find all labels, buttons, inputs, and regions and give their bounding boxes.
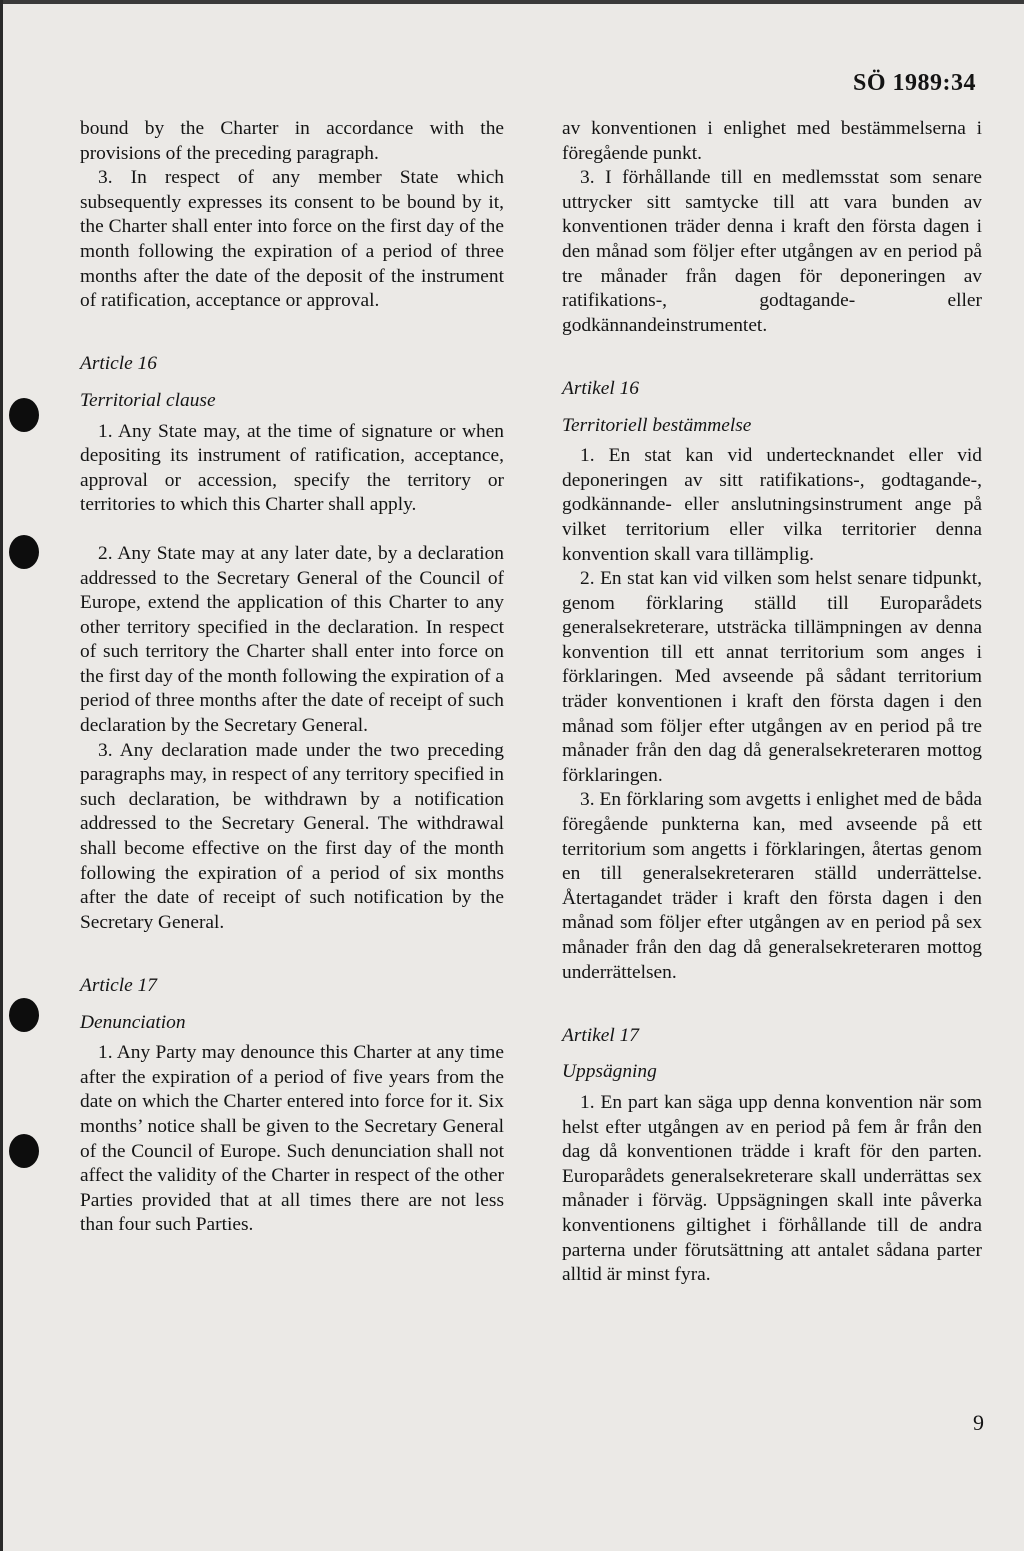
article-heading: Uppsägning <box>562 1061 657 1083</box>
paragraph: 3. En förklaring som avgetts i enlighet med de båda föregående punkterna kan, med avseende på ett territorium som angetts i förklaringen, återtas genom en till generalsekreteraren ställd underrättelse. Återtagandet träder i kraft den första dagen i den månad som följer efter utgången av en period på sex månader från den dag då generalsekreteraren mottog underrättelsen. <box>562 789 982 983</box>
article-heading: Denunciation <box>80 1011 186 1033</box>
document-reference: SÖ 1989:34 <box>852 70 976 96</box>
binder-hole-1 <box>9 398 39 432</box>
paragraph: 1. Any Party may denounce this Charter at any time after the expiration of a period of five years from the date on which the Charter entered into force for it. Six months’ notice shall be given to the Secretary General of the Council of Europe. Such denunciation shall not affect the validity of the Charter in respect of the other Parties provided that at all times there are not less than four such Parties. <box>80 1042 504 1236</box>
binder-hole-2 <box>9 535 39 569</box>
binder-hole-3 <box>9 998 39 1032</box>
paragraph: 3. I förhållande till en medlemsstat som senare uttrycker sitt samtycke till att vara bunden av konventionen träder denna i kraft den första dagen i den månad som följer efter utgången av en period på tre månader från dagen för deponeringen av ratifikations-, godtagande- eller godkännandeinstrumentet. <box>562 167 982 336</box>
paragraph: 2. Any State may at any later date, by a declaration addressed to the Secretary General of the Council of Europe, extend the application of this Charter to any other territory specified in the declaration. In respect of such territory the Charter shall enter into force on the first day of the month following the expiration of a period of three months after the date of receipt of such declaration by the Secretary General. <box>80 542 504 737</box>
article-title: Artikel 17 <box>562 1024 640 1046</box>
paragraph: 1. En stat kan vid undertecknandet eller vid deponeringen av sitt ratifikations-, godtagande-, godkännande- eller anslutningsinstrument ange på vilket territorium eller vilka territorier denna konvention skall vara tillämplig. <box>562 445 982 565</box>
scan-top-edge <box>0 0 1024 4</box>
article-title: Artikel 16 <box>562 377 640 399</box>
paragraph: bound by the Charter in accordance with the provisions of the preceding paragraph. <box>80 118 504 164</box>
binder-hole-4 <box>9 1134 39 1168</box>
article-title: Article 17 <box>80 975 158 996</box>
paragraph: 1. En part kan säga upp denna konvention när som helst efter utgången av en period på fem år från den dag då konventionen trädde i kraft för den parten. Europarådets generalsekreterare skall underrättas sex månader i förväg. Uppsägningen skall inte påverka konventionens giltighet i förhållande till de andra parterna under förutsättning att antalet sådana parter alltid är minst fyra. <box>562 1091 982 1286</box>
article-heading: Territoriell bestämmelse <box>562 414 752 436</box>
english-column <box>80 117 504 1238</box>
paragraph: 2. En stat kan vid vilken som helst senare tidpunkt, genom förklaring ställd till Europarådets generalsekreterare, utsträcka tillämpningen av denna konvention till ett annat territorium som anges i förklaringen. Med avseende på sådant territorium träder konventionen i kraft den första dagen i den månad som följer efter utgången av en period på tre månader från den dag då generalsekreteraren mottog förklaringen. <box>562 568 982 786</box>
article-title: Article 16 <box>80 353 158 375</box>
article-heading: Territorial clause <box>80 389 216 411</box>
page-number: 9 <box>973 1410 984 1435</box>
paragraph: av konventionen i enlighet med bestämmelserna i föregående punkt. <box>562 118 982 164</box>
paragraph: 3. In respect of any member State which subsequently expresses its consent to be bound by it, the Charter shall enter into force on the first day of the month following the expiration of a period of three months after the date of the deposit of the instrument of ratification, acceptance or approval. <box>80 167 504 312</box>
scan-left-edge <box>0 0 3 1551</box>
paragraph: 3. Any declaration made under the two preceding paragraphs may, in respect of any territory specified in such declaration, be withdrawn by a notification addressed to the Secretary General. The withdrawal shall become effective on the first day of the month following the expiration of a period of six months after the date of receipt of such notification by the Secretary General. <box>80 739 504 933</box>
paragraph: 1. Any State may, at the time of signature or when depositing its instrument of ratification, acceptance, approval or accession, specify the territory or territories to which this Charter shall apply. <box>80 420 504 516</box>
swedish-column <box>562 117 982 1288</box>
